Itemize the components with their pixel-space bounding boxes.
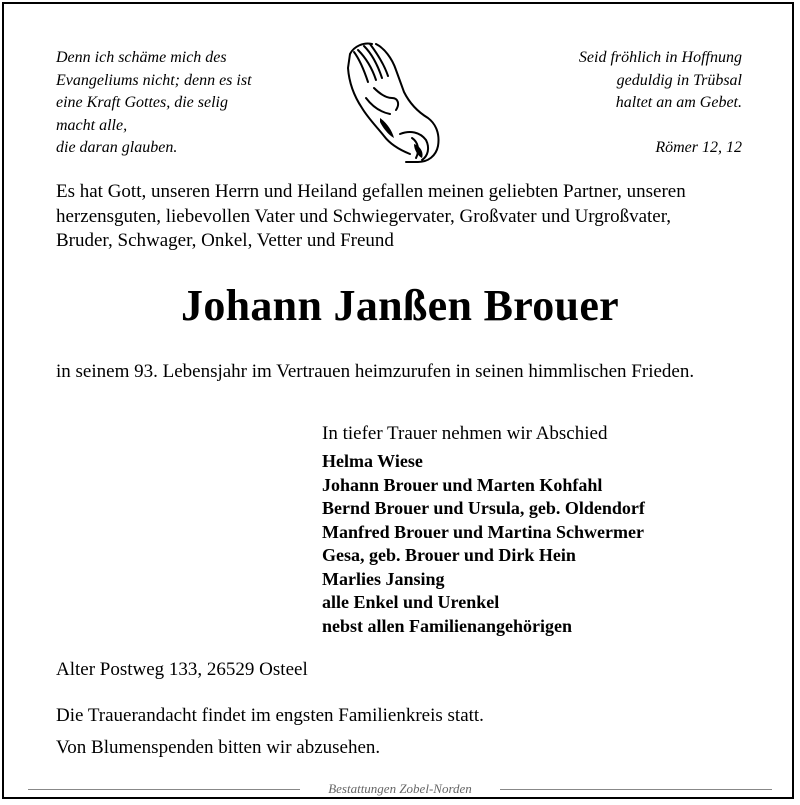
announcement-text: in seinem 93. Lebensjahr im Vertrauen heimzurufen in seinen himmlischen Frieden. xyxy=(56,361,695,382)
verse-left-line: die daran glauben. xyxy=(56,139,178,156)
mourners-list xyxy=(322,422,752,638)
flowers-note: Von Blumenspenden bitten wir abzusehen. xyxy=(56,737,381,758)
verse-left-line: eine Kraft Gottes, die selig xyxy=(56,94,228,111)
verse-left-line: Evangeliums nicht; denn es ist xyxy=(56,71,252,89)
mourner-name: Johann Brouer und Marten Kohfahl xyxy=(322,474,603,495)
verse-right-line: haltet an am Gebet. xyxy=(615,94,742,111)
announcement-intro xyxy=(56,180,756,254)
intro-line: Es hat Gott, unseren Herrn und Heiland gefallen meinen geliebten Partner, unseren xyxy=(56,181,686,202)
bible-verse-right xyxy=(482,47,742,159)
footer xyxy=(0,780,800,798)
bible-verse-left xyxy=(56,47,316,160)
mourner-name: Gesa, geb. Brouer und Dirk Hein xyxy=(322,545,576,565)
deceased-name: Johann Janßen Brouer xyxy=(181,281,619,330)
intro-line: Bruder, Schwager, Onkel, Vetter und Freund xyxy=(56,230,394,251)
verse-right-line: geduldig in Trübsal xyxy=(616,71,742,89)
intro-line: herzensguten, liebevollen Vater und Schwiegervater, Großvater und Urgroßvater, xyxy=(56,205,672,227)
verse-right-line: Seid fröhlich in Hoffnung xyxy=(578,49,742,66)
family-address: Alter Postweg 133, 26529 Osteel xyxy=(56,659,308,680)
verse-left-line: macht alle, xyxy=(56,116,128,134)
mourner-name: Bernd Brouer und Ursula, geb. Oldendorf xyxy=(322,498,645,518)
footer-divider xyxy=(500,789,772,790)
mourner-name: Marlies Jansing xyxy=(322,568,445,589)
praying-hands-icon xyxy=(340,38,450,166)
mourner-name: Helma Wiese xyxy=(322,451,423,471)
verse-reference: Römer 12, 12 xyxy=(655,138,742,156)
service-note: Die Trauerandacht findet im engsten Familienkreis statt. xyxy=(56,705,484,726)
verse-left-line: Denn ich schäme mich des xyxy=(56,49,227,66)
mourner-name: Manfred Brouer und Martina Schwermer xyxy=(322,521,644,542)
mourner-name: nebst allen Familienangehörigen xyxy=(322,615,573,636)
mourner-name: alle Enkel und Urenkel xyxy=(322,592,500,612)
mourners-intro: In tiefer Trauer nehmen wir Abschied xyxy=(322,423,608,444)
funeral-home-credit: Bestattungen Zobel-Norden xyxy=(328,781,472,796)
